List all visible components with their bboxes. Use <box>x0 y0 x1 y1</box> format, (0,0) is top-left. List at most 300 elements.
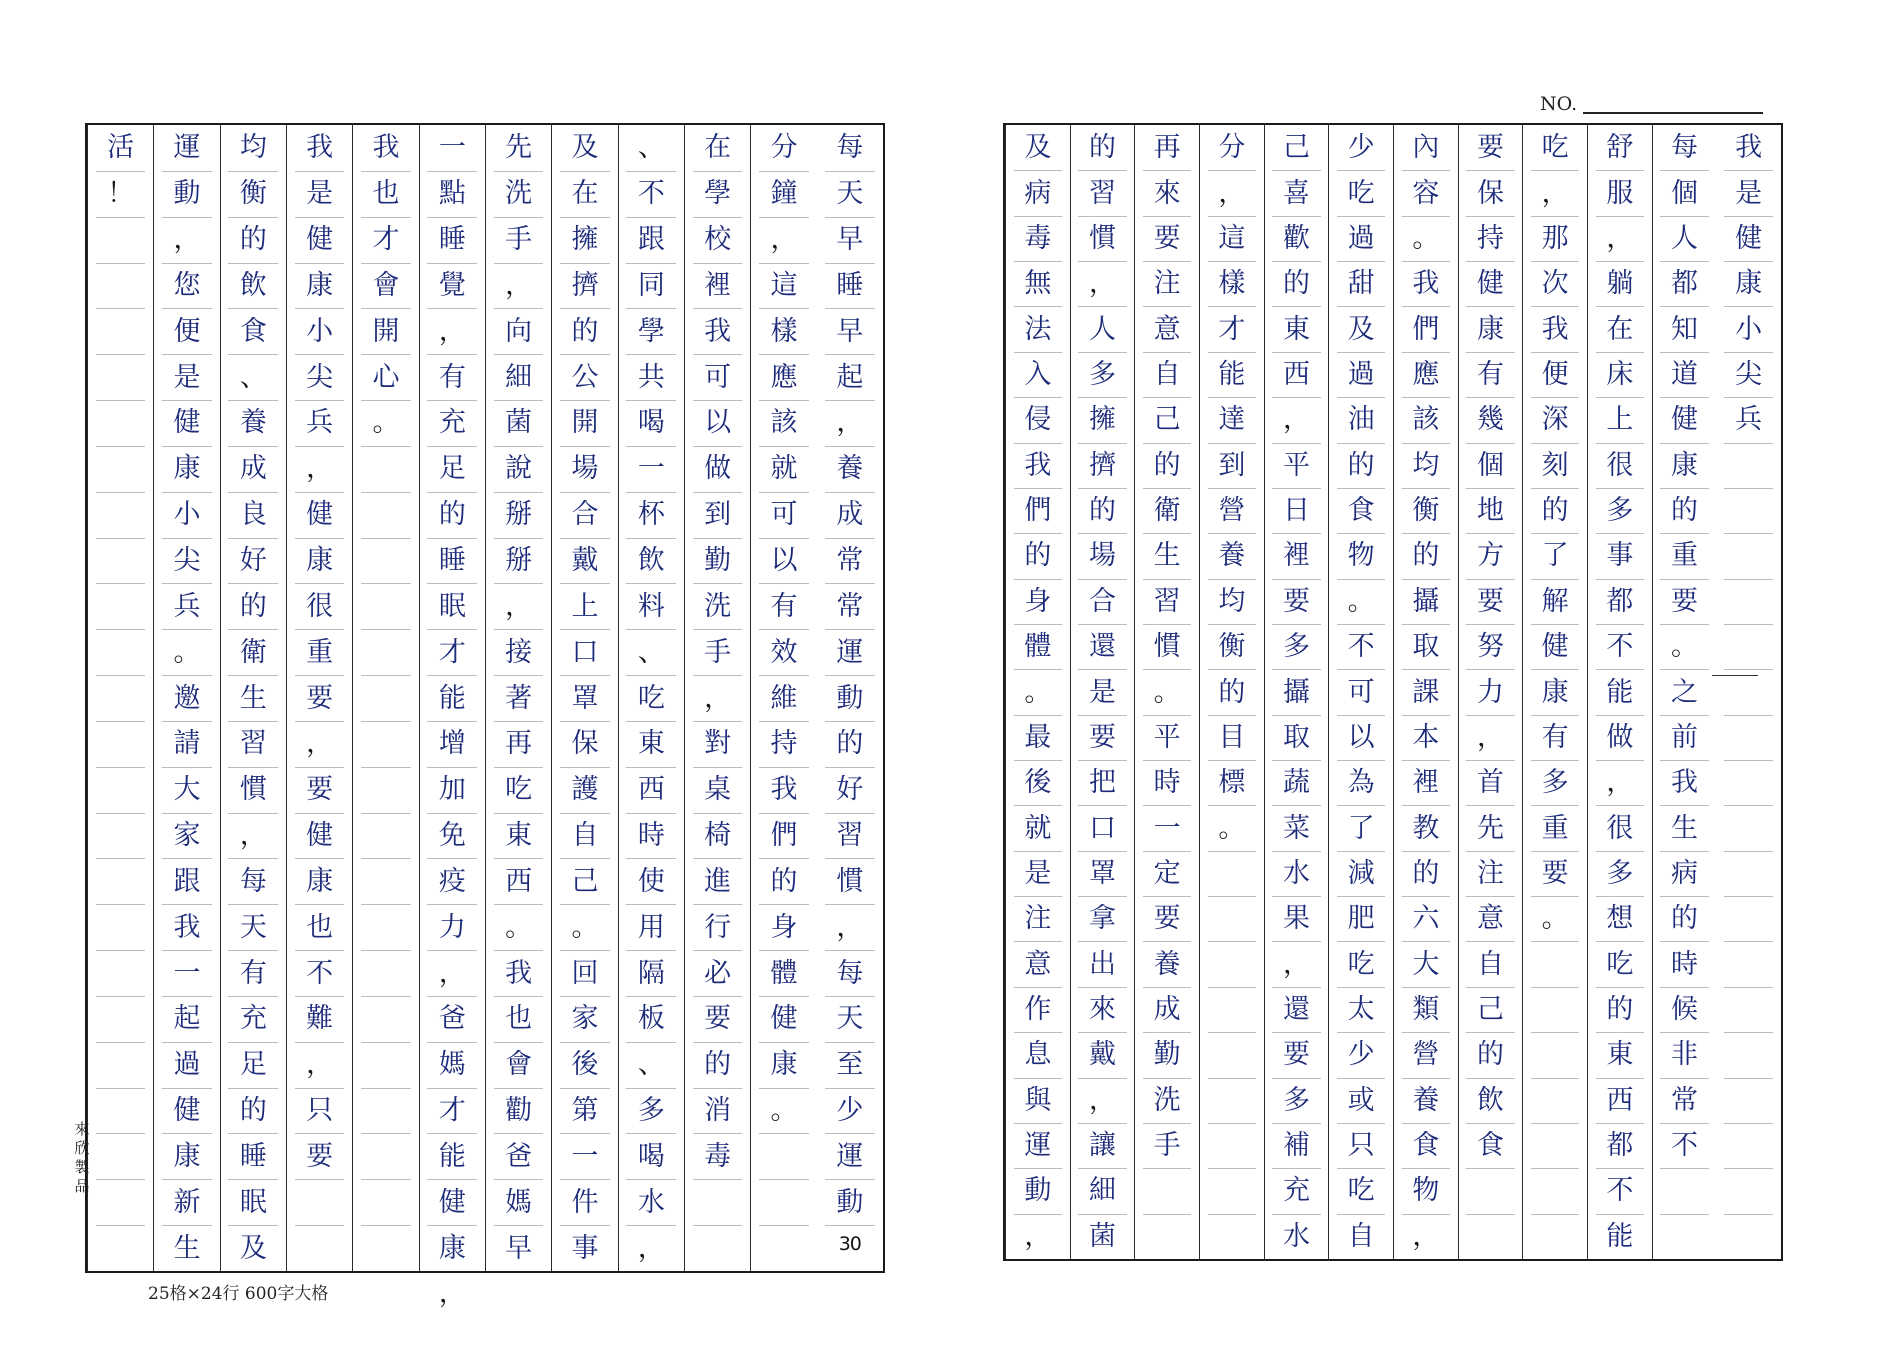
manuscript-char: 說 <box>505 453 533 485</box>
manuscript-char: 重 <box>306 636 334 668</box>
manuscript-char: 還 <box>1282 994 1310 1026</box>
manuscript-char: 及 <box>571 132 599 164</box>
cell-rule <box>228 858 278 859</box>
cell-rule <box>427 1133 477 1134</box>
cell-rule <box>1466 760 1514 761</box>
manuscript-char: 小 <box>1735 313 1763 345</box>
cell-rule <box>825 1179 875 1180</box>
manuscript-char: 隔 <box>637 957 665 989</box>
cell-rule <box>1531 397 1579 398</box>
cell-rule <box>1143 1123 1191 1124</box>
cell-rule <box>96 1088 146 1089</box>
manuscript-char: 有 <box>1476 358 1504 390</box>
cell-rule <box>560 1179 610 1180</box>
cell-rule <box>1466 1032 1514 1033</box>
manuscript-char: 才 <box>372 224 400 256</box>
manuscript-char: 每 <box>239 865 267 897</box>
manuscript-char: 。 <box>571 911 599 943</box>
manuscript-char: 早 <box>836 315 864 347</box>
manuscript-char: 多 <box>1606 495 1634 527</box>
manuscript-char: 有 <box>770 590 798 622</box>
cell-rule <box>295 492 345 493</box>
manuscript-char: 每 <box>836 957 864 989</box>
cell-rule <box>295 629 345 630</box>
manuscript-char: 共 <box>637 361 665 393</box>
manuscript-char: 的 <box>1088 132 1116 164</box>
manuscript-char: 健 <box>306 224 334 256</box>
cell-rule <box>1014 987 1062 988</box>
manuscript-char: 健 <box>173 407 201 439</box>
cell-rule <box>295 538 345 539</box>
cell-rule <box>1466 261 1514 262</box>
cell-rule <box>825 308 875 309</box>
manuscript-char: 飲 <box>637 544 665 576</box>
manuscript-char: 應 <box>1412 358 1440 390</box>
manuscript-char: 想 <box>1606 903 1634 935</box>
cell-rule <box>1596 533 1644 534</box>
manuscript-char: 不 <box>1670 1130 1698 1162</box>
manuscript-column <box>551 125 617 1271</box>
manuscript-char: 對 <box>704 728 732 760</box>
manuscript-char: 要 <box>1282 1039 1310 1071</box>
manuscript-char: 進 <box>704 865 732 897</box>
maker-label: 來欣製品 <box>74 1120 90 1195</box>
cell-rule <box>693 354 743 355</box>
cell-rule <box>494 446 544 447</box>
cell-rule <box>693 721 743 722</box>
cell-rule <box>1402 669 1450 670</box>
cell-rule <box>693 813 743 814</box>
cell-rule <box>1402 1168 1450 1169</box>
manuscript-char: 活 <box>107 132 135 164</box>
manuscript-char: 第 <box>571 1095 599 1127</box>
manuscript-char: 肥 <box>1347 903 1375 935</box>
cell-rule <box>560 950 610 951</box>
cell-rule <box>494 308 544 309</box>
manuscript-char: 意 <box>1153 313 1181 345</box>
manuscript-char: 一 <box>173 957 201 989</box>
cell-rule <box>162 1133 212 1134</box>
manuscript-char: 洗 <box>704 590 732 622</box>
manuscript-char: 生 <box>1153 540 1181 572</box>
cell-rule <box>1208 579 1256 580</box>
cell-rule <box>96 721 146 722</box>
manuscript-char: 重 <box>1541 812 1569 844</box>
manuscript-char: 西 <box>637 774 665 806</box>
manuscript-char: 首 <box>1476 767 1504 799</box>
cell-rule <box>427 858 477 859</box>
manuscript-char: 。 <box>1670 631 1698 663</box>
cell-rule <box>1337 579 1385 580</box>
cell-rule <box>494 354 544 355</box>
cell-rule <box>626 1225 676 1226</box>
manuscript-char: 的 <box>1541 495 1569 527</box>
manuscript-char: 睡 <box>239 1140 267 1172</box>
manuscript-char: 多 <box>1282 1084 1310 1116</box>
cell-rule <box>1014 760 1062 761</box>
manuscript-char: 少 <box>1347 132 1375 164</box>
manuscript-char: 掰 <box>505 544 533 576</box>
cell-rule <box>96 354 146 355</box>
manuscript-char: 攝 <box>1282 676 1310 708</box>
cell-rule <box>693 583 743 584</box>
cell-rule <box>228 1179 278 1180</box>
manuscript-char: 躺 <box>1606 268 1634 300</box>
manuscript-char: 、 <box>637 132 665 164</box>
cell-rule <box>295 904 345 905</box>
cell-rule <box>693 217 743 218</box>
manuscript-char: 動 <box>836 682 864 714</box>
cell-rule <box>1724 941 1773 942</box>
manuscript-char: 們 <box>1412 313 1440 345</box>
cell-rule <box>626 492 676 493</box>
cell-rule <box>162 263 212 264</box>
manuscript-char: 自 <box>1347 1220 1375 1252</box>
cell-rule <box>494 263 544 264</box>
cell-rule <box>427 813 477 814</box>
cell-rule <box>560 767 610 768</box>
manuscript-char: 吃 <box>1347 948 1375 980</box>
cell-rule <box>1143 216 1191 217</box>
manuscript-char: 分 <box>1218 132 1246 164</box>
manuscript-char: 是 <box>1088 676 1116 708</box>
manuscript-char: 解 <box>1541 585 1569 617</box>
manuscript-char: 至 <box>836 1049 864 1081</box>
manuscript-char: 媽 <box>438 1049 466 1081</box>
manuscript-char: 食 <box>1412 1130 1440 1162</box>
cell-rule <box>228 813 278 814</box>
cell-rule <box>1724 760 1773 761</box>
manuscript-char: 接 <box>505 636 533 668</box>
cell-rule <box>1337 1123 1385 1124</box>
cell-rule <box>361 446 411 447</box>
manuscript-char: 是 <box>306 178 334 210</box>
cell-rule <box>1596 216 1644 217</box>
cell-rule <box>295 354 345 355</box>
cell-rule <box>1272 624 1320 625</box>
manuscript-char: 要 <box>306 774 334 806</box>
cell-rule <box>825 629 875 630</box>
cell-rule <box>693 538 743 539</box>
cell-rule <box>1208 987 1256 988</box>
cell-rule <box>1724 1078 1773 1079</box>
cell-rule <box>1660 579 1708 580</box>
manuscript-char: 注 <box>1024 903 1052 935</box>
cell-rule <box>1466 579 1514 580</box>
cell-rule <box>96 996 146 997</box>
cell-rule <box>361 996 411 997</box>
manuscript-char: 的 <box>1606 994 1634 1026</box>
cell-rule <box>1208 1214 1256 1215</box>
manuscript-char: 取 <box>1282 721 1310 753</box>
manuscript-char: 食 <box>239 315 267 347</box>
cell-rule <box>228 308 278 309</box>
manuscript-char: 睡 <box>836 269 864 301</box>
manuscript-char: ， <box>306 453 334 485</box>
manuscript-char: 能 <box>1606 1220 1634 1252</box>
cell-rule <box>693 1225 743 1226</box>
manuscript-char: 睡 <box>438 544 466 576</box>
cell-rule <box>1014 443 1062 444</box>
cell-rule <box>1402 624 1450 625</box>
manuscript-char: 成 <box>1153 994 1181 1026</box>
manuscript-char: 人 <box>1088 313 1116 345</box>
cell-rule <box>427 446 477 447</box>
cell-rule <box>1596 1078 1644 1079</box>
manuscript-char: 媽 <box>505 1186 533 1218</box>
cell-rule <box>1596 397 1644 398</box>
cell-rule <box>361 1179 411 1180</box>
cell-rule <box>427 492 477 493</box>
cell-rule <box>626 1042 676 1043</box>
cell-rule <box>693 767 743 768</box>
manuscript-char: 先 <box>1476 812 1504 844</box>
manuscript-char: ， <box>1476 721 1504 753</box>
cell-rule <box>693 675 743 676</box>
manuscript-char: 習 <box>239 728 267 760</box>
cell-rule <box>759 813 809 814</box>
manuscript-char: 我 <box>505 957 533 989</box>
manuscript-char: 兵 <box>1735 404 1763 436</box>
manuscript-char: 。 <box>1218 812 1246 844</box>
manuscript-char: 覺 <box>438 269 466 301</box>
manuscript-char: 。 <box>173 636 201 668</box>
manuscript-char: ！ <box>107 178 135 210</box>
cell-rule <box>1466 1123 1514 1124</box>
cell-rule <box>494 171 544 172</box>
cell-rule <box>1724 1123 1773 1124</box>
manuscript-char: 病 <box>1670 857 1698 889</box>
cell-rule <box>427 217 477 218</box>
manuscript-char: 一 <box>1153 812 1181 844</box>
cell-rule <box>1660 1032 1708 1033</box>
manuscript-char: 小 <box>173 499 201 531</box>
manuscript-char: 戴 <box>571 544 599 576</box>
cell-rule <box>162 996 212 997</box>
manuscript-column <box>1587 125 1652 1259</box>
cell-rule <box>759 858 809 859</box>
cell-rule <box>1208 170 1256 171</box>
manuscript-char: 幾 <box>1476 404 1504 436</box>
cell-rule <box>1014 397 1062 398</box>
cell-rule <box>626 354 676 355</box>
manuscript-char: 。 <box>1153 676 1181 708</box>
cell-rule <box>1660 1168 1708 1169</box>
manuscript-char: 裡 <box>704 269 732 301</box>
manuscript-char: 行 <box>704 911 732 943</box>
manuscript-char: 、 <box>637 636 665 668</box>
cell-rule <box>361 904 411 905</box>
cell-rule <box>1208 1032 1256 1033</box>
cell-rule <box>560 217 610 218</box>
cell-rule <box>494 950 544 951</box>
cell-rule <box>560 1042 610 1043</box>
manuscript-char: 要 <box>1476 132 1504 164</box>
cell-rule <box>1402 352 1450 353</box>
manuscript-char: 著 <box>505 682 533 714</box>
manuscript-char: 到 <box>1218 449 1246 481</box>
manuscript-column <box>153 125 219 1271</box>
manuscript-char: 動 <box>173 178 201 210</box>
cell-rule <box>1014 1032 1062 1033</box>
manuscript-char: 是 <box>173 361 201 393</box>
cell-rule <box>494 1042 544 1043</box>
cell-rule <box>295 1179 345 1180</box>
manuscript-char: 體 <box>1024 631 1052 663</box>
cell-rule <box>162 904 212 905</box>
cell-rule <box>494 1225 544 1226</box>
cell-rule <box>1660 805 1708 806</box>
cell-rule <box>361 721 411 722</box>
manuscript-char: 我 <box>770 774 798 806</box>
manuscript-char: 來 <box>1153 177 1181 209</box>
manuscript-char: 起 <box>173 1003 201 1035</box>
cell-rule <box>693 1088 743 1089</box>
cell-rule <box>1337 216 1385 217</box>
cell-rule <box>1596 443 1644 444</box>
manuscript-char: 菌 <box>505 407 533 439</box>
cell-rule <box>96 1133 146 1134</box>
manuscript-char: 不 <box>1606 631 1634 663</box>
manuscript-char: 要 <box>306 1140 334 1172</box>
cell-rule <box>427 583 477 584</box>
cell-rule <box>1208 1168 1256 1169</box>
cell-rule <box>626 171 676 172</box>
manuscript-char: 類 <box>1412 994 1440 1026</box>
manuscript-char: 的 <box>1347 449 1375 481</box>
cell-rule <box>1078 488 1126 489</box>
manuscript-char: ， <box>1088 268 1116 300</box>
manuscript-char: 好 <box>239 544 267 576</box>
manuscript-char: 充 <box>1282 1175 1310 1207</box>
manuscript-char: 動 <box>836 1186 864 1218</box>
manuscript-char: 多 <box>1606 857 1634 889</box>
manuscript-char: 持 <box>770 728 798 760</box>
cell-rule <box>96 813 146 814</box>
cell-rule <box>494 217 544 218</box>
cell-rule <box>1078 1078 1126 1079</box>
manuscript-char: 在 <box>571 178 599 210</box>
cell-rule <box>1531 624 1579 625</box>
manuscript-char: ， <box>1282 404 1310 436</box>
cell-rule <box>1272 1168 1320 1169</box>
cell-rule <box>228 1042 278 1043</box>
manuscript-char: 的 <box>704 1049 732 1081</box>
manuscript-char: 天 <box>836 178 864 210</box>
cell-rule <box>1531 443 1579 444</box>
manuscript-char: 學 <box>637 315 665 347</box>
cell-rule <box>228 1088 278 1089</box>
manuscript-char: 到 <box>704 499 732 531</box>
cell-rule <box>1531 987 1579 988</box>
manuscript-char: ， <box>438 315 466 347</box>
cell-rule <box>1531 1123 1579 1124</box>
cell-rule <box>1078 1168 1126 1169</box>
manuscript-column <box>286 125 352 1271</box>
cell-rule <box>1337 443 1385 444</box>
cell-rule <box>1402 987 1450 988</box>
manuscript-char: 。 <box>1412 222 1440 254</box>
cell-rule <box>1143 1078 1191 1079</box>
cell-rule <box>1466 624 1514 625</box>
cell-rule <box>1208 941 1256 942</box>
cell-rule <box>162 767 212 768</box>
cell-rule <box>1337 1214 1385 1215</box>
cell-rule <box>1660 397 1708 398</box>
cell-rule <box>1660 170 1708 171</box>
cell-rule <box>295 1088 345 1089</box>
cell-rule <box>626 950 676 951</box>
manuscript-char: 健 <box>1541 631 1569 663</box>
manuscript-char: 開 <box>571 407 599 439</box>
manuscript-column <box>684 125 750 1271</box>
manuscript-char: 喝 <box>637 1140 665 1172</box>
cell-rule <box>1208 352 1256 353</box>
cell-rule <box>1531 306 1579 307</box>
manuscript-char: 物 <box>1347 540 1375 572</box>
cell-rule <box>1208 261 1256 262</box>
manuscript-char: 一 <box>637 453 665 485</box>
cell-rule <box>759 1225 809 1226</box>
manuscript-char: 就 <box>770 453 798 485</box>
manuscript-char: 眠 <box>239 1186 267 1218</box>
cell-rule <box>361 767 411 768</box>
cell-rule <box>1078 941 1126 942</box>
cell-rule <box>626 721 676 722</box>
cell-rule <box>1337 987 1385 988</box>
cell-rule <box>1724 488 1773 489</box>
manuscript-char: 。 <box>1024 676 1052 708</box>
cell-rule <box>1724 987 1773 988</box>
cell-rule <box>1660 715 1708 716</box>
manuscript-char: 作 <box>1024 994 1052 1026</box>
cell-rule <box>1660 896 1708 897</box>
cell-rule <box>162 813 212 814</box>
manuscript-column <box>1199 125 1264 1259</box>
manuscript-char: 養 <box>1153 948 1181 980</box>
cell-rule <box>1014 851 1062 852</box>
manuscript-char: 道 <box>1670 358 1698 390</box>
cell-rule <box>626 1088 676 1089</box>
cell-rule <box>693 1042 743 1043</box>
cell-rule <box>825 263 875 264</box>
manuscript-char: 注 <box>1153 268 1181 300</box>
manuscript-char: 點 <box>438 178 466 210</box>
manuscript-char: 每 <box>1670 132 1698 164</box>
manuscript-char: 手 <box>505 224 533 256</box>
manuscript-char: 用 <box>637 911 665 943</box>
cell-rule <box>1596 1168 1644 1169</box>
cell-rule <box>1724 851 1773 852</box>
cell-rule <box>759 675 809 676</box>
cell-rule <box>1660 987 1708 988</box>
manuscript-char: 我 <box>1024 449 1052 481</box>
manuscript-char: 以 <box>704 407 732 439</box>
manuscript-char: 常 <box>1670 1084 1698 1116</box>
manuscript-char: 多 <box>1541 767 1569 799</box>
cell-rule <box>494 721 544 722</box>
cell-rule <box>1078 216 1126 217</box>
manuscript-char: 時 <box>1153 767 1181 799</box>
manuscript-char: 養 <box>1412 1084 1440 1116</box>
cell-rule <box>560 904 610 905</box>
manuscript-char: 裡 <box>1412 767 1440 799</box>
manuscript-char: 合 <box>1088 585 1116 617</box>
manuscript-char: 的 <box>836 728 864 760</box>
cell-rule <box>361 950 411 951</box>
manuscript-char: 過 <box>173 1049 201 1081</box>
cell-rule <box>1272 760 1320 761</box>
